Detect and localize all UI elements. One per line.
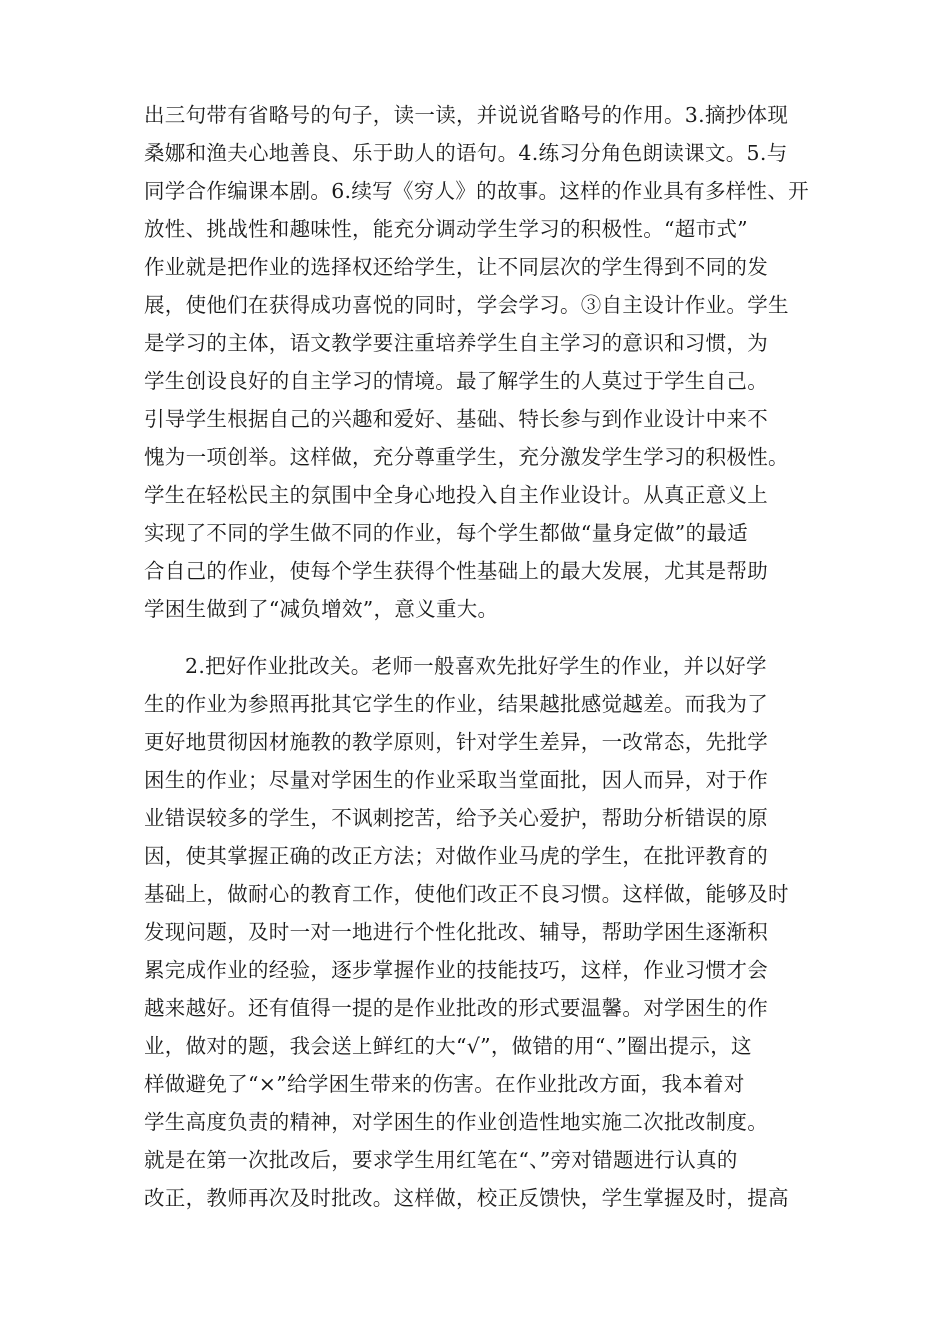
paragraph-2-line-8: 发现问题，及时一对一地进行个性化批改、辅导，帮助学困生逐渐积 [144,920,768,944]
paragraph-1-line-14: 学困生做到了“减负增效”，意义重大。 [144,597,499,621]
paragraph-1-line-8: 学生创设良好的自主学习的情境。最了解学生的人莫过于学生自己。 [144,369,768,393]
paragraph-2-line-10: 越来越好。还有值得一提的是作业批改的形式要温馨。对学困生的作 [144,996,768,1020]
paragraph-2-line-15: 改正，教师再次及时批改。这样做，校正反馈快，学生掌握及时，提高 [144,1186,789,1210]
paragraph-2-line-13: 学生高度负责的精神，对学困生的作业创造性地实施二次批改制度。 [144,1110,768,1134]
paragraph-1-line-2: 桑娜和渔夫心地善良、乐于助人的语句。4.练习分角色朗读课文。5.与 [144,141,788,165]
paragraph-1-line-12: 实现了不同的学生做不同的作业，每个学生都做“量身定做”的最适 [144,521,748,545]
paragraph-1-line-1: 出三句带有省略号的句子，读一读，并说说省略号的作用。3.摘抄体现 [144,103,789,127]
paragraph-1-line-11: 学生在轻松民主的氛围中全身心地投入自主作业设计。从真正意义上 [144,483,768,507]
paragraph-1-line-3: 同学合作编课本剧。6.续写《穷人》的故事。这样的作业具有多样性、开 [144,179,809,203]
paragraph-1-line-4: 放性、挑战性和趣味性，能充分调动学生学习的积极性。“超市式” [144,217,748,241]
paragraph-2-line-2: 生的作业为参照再批其它学生的作业，结果越批感觉越差。而我为了 [144,692,768,716]
paragraph-1-line-13: 合自己的作业，使每个学生获得个性基础上的最大发展，尤其是帮助 [144,559,768,583]
paragraph-2-line-6: 因，使其掌握正确的改正方法；对做作业马虎的学生，在批评教育的 [144,844,768,868]
paragraph-1-line-6: 展，使他们在获得成功喜悦的同时，学会学习。③自主设计作业。学生 [144,293,789,317]
paragraph-2-line-14: 就是在第一次批改后，要求学生用红笔在“、”旁对错题进行认真的 [144,1148,738,1172]
paragraph-1-line-10: 愧为一项创举。这样做，充分尊重学生，充分激发学生学习的积极性。 [144,445,789,469]
paragraph-2-line-12: 样做避免了“×”给学困生带来的伤害。在作业批改方面，我本着对 [144,1072,745,1096]
paragraph-1-line-7: 是学习的主体，语文教学要注重培养学生自主学习的意识和习惯，为 [144,331,768,355]
paragraph-2-line-3: 更好地贯彻因材施教的教学原则，针对学生差异，一改常态，先批学 [144,730,768,754]
paragraph-2-line-1: 2.把好作业批改关。老师一般喜欢先批好学生的作业，并以好学 [185,654,767,678]
paragraph-1-line-5: 作业就是把作业的选择权还给学生，让不同层次的学生得到不同的发 [144,255,768,279]
paragraph-2-line-4: 困生的作业；尽量对学困生的作业采取当堂面批，因人而异，对于作 [144,768,768,792]
paragraph-1-line-9: 引导学生根据自己的兴趣和爱好、基础、特长参与到作业设计中来不 [144,407,768,431]
paragraph-2-line-5: 业错误较多的学生，不讽刺挖苦，给予关心爱护，帮助分析错误的原 [144,806,768,830]
paragraph-2-line-7: 基础上，做耐心的教育工作，使他们改正不良习惯。这样做，能够及时 [144,882,789,906]
paragraph-2-line-9: 累完成作业的经验，逐步掌握作业的技能技巧，这样，作业习惯才会 [144,958,768,982]
paragraph-2-line-11: 业，做对的题，我会送上鲜红的大“√”，做错的用“、”圈出提示，这 [144,1034,752,1058]
